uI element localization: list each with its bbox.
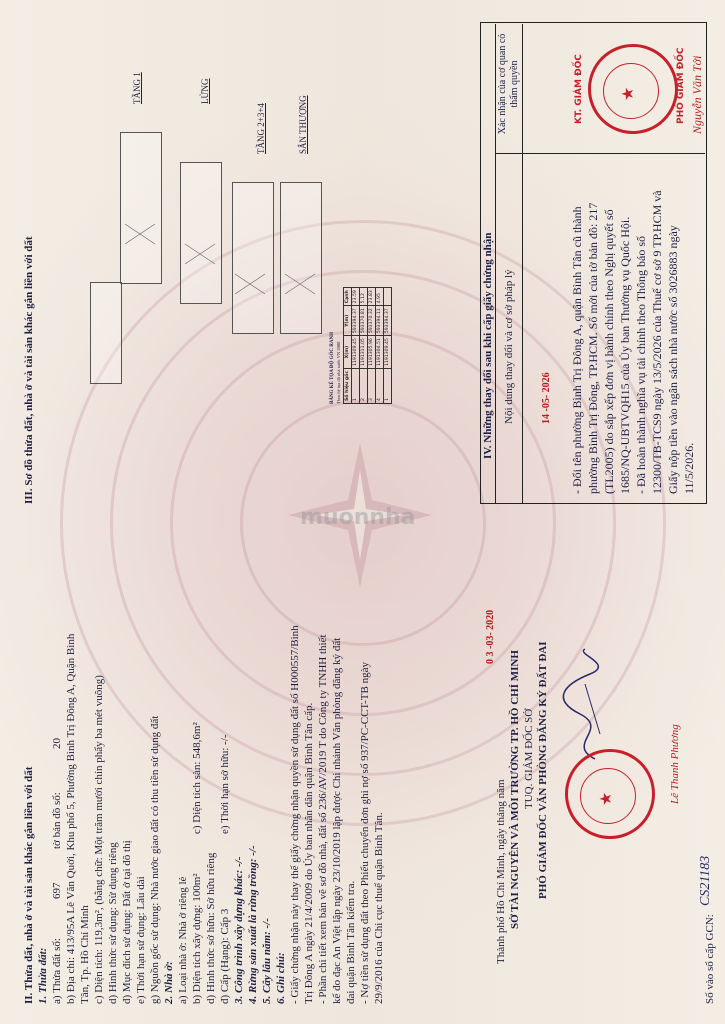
area: c) Diện tích: 119,3m², (bằng chữ: Một trăm mười chín phẩy ba mét vuông) bbox=[93, 675, 105, 1004]
coord-cell: 1 bbox=[384, 368, 392, 403]
change-line: Giấy nộp tiền vào ngân sách nhà nước số 3026883 ngày bbox=[666, 225, 680, 494]
coord-cell: 1191309.45 bbox=[352, 336, 360, 369]
change-date: 14 -05- 2026 bbox=[541, 372, 552, 424]
table-row bbox=[352, 288, 360, 404]
seal-star-icon: ★ bbox=[596, 791, 615, 806]
coord-cell: 5.12 bbox=[360, 288, 368, 306]
coord-cell: 593370.32 bbox=[368, 306, 376, 336]
perennial-trees: 5. Cây lâu năm: -/- bbox=[261, 918, 273, 1004]
sign-role-1: TUQ. GIÁM ĐỐC SỞ bbox=[523, 708, 535, 809]
coord-cell: 1191304.51 bbox=[376, 336, 384, 369]
signature-icon bbox=[555, 644, 615, 764]
house-grade: đ) Cấp (Hạng): Cấp 3 bbox=[219, 908, 231, 1004]
note-line: Trị Đông A ngày 21/4/2009 do Ủy ban nhân dân quận Bình Tân cấp. bbox=[303, 702, 315, 1004]
table-row bbox=[360, 288, 368, 404]
parcel-number-label: a) Thửa đất số: bbox=[51, 938, 63, 1004]
notes-heading: 6. Ghi chú: bbox=[275, 952, 287, 1004]
note-line: đai quận Bình Tân kiểm tra. bbox=[345, 880, 357, 1004]
land-heading: 1. Thửa đất: bbox=[37, 947, 49, 1004]
coord-col-header: Y(m) bbox=[344, 306, 352, 336]
coord-table-title: BẢNG KÊ TỌA ĐỘ GÓC RANH bbox=[330, 332, 335, 404]
seal-star-icon: ★ bbox=[618, 86, 637, 101]
table-row bbox=[384, 288, 392, 404]
production-forest: 4. Rừng sản xuất là rừng trồng: -/- bbox=[247, 845, 259, 1004]
use-purpose: đ) Mục đích sử dụng: Đất ở tại đô thị bbox=[121, 840, 133, 1004]
coord-cell: 1191311.05 bbox=[360, 336, 368, 369]
coord-cell: 1191305.96 bbox=[368, 336, 376, 369]
change-line: phường Bình Trị Đông, TP.HCM. Số mới của tờ bản đồ: 217 bbox=[586, 202, 600, 494]
mezzanine-label: LỬNG bbox=[200, 78, 210, 104]
section-3-title: III. Sơ đồ thửa đất, nhà ở và tài sản khác gắn liền với đất bbox=[23, 236, 35, 504]
floor-area: c) Diện tích sàn: 548,6m² bbox=[191, 722, 203, 834]
other-construction: 3. Công trình xây dựng khác: -/- bbox=[233, 856, 245, 1004]
changes-table-divider bbox=[522, 24, 523, 504]
sign-org: SỞ TÀI NGUYÊN VÀ MÔI TRƯỜNG TP. HỒ CHÍ MINH bbox=[509, 650, 521, 929]
coord-col-header: Số hiệu góc bbox=[344, 368, 352, 403]
use-origin: g) Nguồn gốc sử dụng: Nhà nước giao đất có thu tiền sử dụng đất bbox=[149, 715, 161, 1004]
note-line: 29/9/2016 của Chi cục thuế quận Bình Tân. bbox=[373, 812, 385, 1004]
coord-table bbox=[343, 287, 392, 404]
note-line: - Nợ tiền sử dụng đất theo Phiếu chuyển đơn ghi nợ số 937/PC-CCT-TB ngày bbox=[359, 662, 371, 1004]
change-signer: Nguyễn Văn Tới bbox=[690, 55, 704, 134]
table-row bbox=[376, 288, 384, 404]
note-line: - Giấy chứng nhận này thay thế giấy chứng nhận quyền sử dụng đất số H000557/Bình bbox=[289, 625, 301, 1004]
address-line-2: Tân, Tp. Hồ Chí Minh bbox=[79, 905, 91, 1004]
change-line: 11/5/2026. bbox=[682, 442, 696, 494]
change-line: - Đã hoàn thành nghĩa vụ tài chính theo Thông báo số bbox=[634, 235, 648, 494]
sign-role-2: PHÓ GIÁM ĐỐC VĂN PHÒNG ĐĂNG KÝ ĐẤT ĐAI bbox=[537, 641, 549, 899]
sign-place-date: Thành phố Hồ Chí Minh, ngày tháng năm bbox=[495, 779, 507, 964]
coord-cell: 1191309.45 bbox=[384, 336, 392, 369]
change-line: (TL2005) do sắp xếp đơn vị hành chính theo Nghị quyết số bbox=[602, 209, 616, 494]
coord-cell: 2 bbox=[360, 368, 368, 403]
changes-table-divider bbox=[495, 24, 496, 504]
change-line: 12300/TB-TCS9 ngày 13/5/2026 của Thuế cơ sở 9 TP.HCM và bbox=[650, 190, 664, 494]
serial-number: CS21183 bbox=[698, 855, 713, 906]
coord-cell: 593394.37 bbox=[352, 306, 360, 336]
address-line-1: b) Địa chỉ: 413/95A Lê Văn Quới, Khu phố 5, Phường Bình Trị Đông A, Quận Bình bbox=[65, 633, 77, 1004]
change-line: - Đổi tên phường Bình Trị Đông A, quận Bình Tân cũ thành bbox=[570, 206, 584, 494]
coord-cell: 1 bbox=[352, 368, 360, 403]
changes-col-confirm: Xác nhận của cơ quan có thẩm quyền bbox=[497, 33, 520, 135]
use-form: d) Hình thức sử dụng: Sử dụng riêng bbox=[107, 842, 119, 1004]
table-row bbox=[368, 288, 376, 404]
coord-col-header: Cạnh bbox=[344, 288, 352, 306]
floor-234-label: TẦNG 2+3+4 bbox=[256, 103, 266, 154]
site-plan bbox=[90, 282, 122, 384]
parcel-number: 697 bbox=[51, 882, 63, 899]
stamp-role: KT. GIÁM ĐỐC bbox=[574, 54, 584, 124]
map-sheet-label: tờ bản đồ số: bbox=[51, 792, 63, 849]
floor-1-label: TẦNG 1 bbox=[132, 72, 142, 104]
stamp-role-2: PHÓ GIÁM ĐỐC bbox=[676, 47, 686, 124]
coord-table-subtitle: Theo hệ tọa độ nhà nước VN 2000 bbox=[336, 341, 341, 404]
serial-label: Số vào sổ cấp GCN: bbox=[704, 914, 716, 1004]
house-heading: 2. Nhà ở: bbox=[163, 961, 175, 1004]
coord-cell: 4 bbox=[376, 368, 384, 403]
coord-cell: 4.95 bbox=[376, 288, 384, 306]
changes-table-divider bbox=[495, 153, 705, 154]
watermark-text: muonnha bbox=[300, 505, 416, 530]
coord-cell: 23.59 bbox=[352, 288, 360, 306]
house-type: a) Loại nhà ở: Nhà ở riêng lẻ bbox=[177, 876, 189, 1004]
map-sheet-number: 20 bbox=[51, 738, 63, 749]
section-4-title: IV. Những thay đổi sau khi cấp giấy chứng nhận bbox=[482, 232, 494, 459]
building-area: b) Diện tích xây dựng: 100m² bbox=[191, 873, 203, 1004]
sign-date: 0 3 -03- 2020 bbox=[485, 609, 496, 664]
coord-cell: 593394.11 bbox=[376, 306, 384, 336]
changes-col-content: Nội dung thay đổi và cơ sở pháp lý bbox=[503, 269, 515, 424]
use-term: e) Thời hạn sử dụng: Lâu dài bbox=[135, 876, 147, 1004]
section-2-title: II. Thửa đất, nhà ở và tài sản khác gắn liền với đất bbox=[23, 766, 35, 1004]
coord-cell: 3 bbox=[368, 368, 376, 403]
roof-label: SÂN THƯỢNG bbox=[298, 95, 308, 154]
coord-cell: 23.83 bbox=[368, 288, 376, 306]
ownership-term: e) Thời hạn sở hữu: -/- bbox=[219, 734, 231, 834]
change-line: 1685/NQ-UBTVQH15 của Ủy ban Thường vụ Quốc Hội. bbox=[618, 216, 632, 494]
coord-col-header: X(m) bbox=[344, 336, 352, 369]
plan-hatch-icon bbox=[120, 134, 320, 334]
coord-cell bbox=[384, 288, 392, 306]
note-line: kế đo đạc An Việt lập ngày 23/10/2019 lập được Chi nhánh Văn phòng đăng ký đất bbox=[331, 637, 343, 1004]
coord-cell: 593370.81 bbox=[360, 306, 368, 336]
signer-name: Lê Thanh Phương bbox=[669, 724, 681, 804]
note-line: - Phần chi tiết xem bản vẽ sơ đồ nhà, đất số 236/AV/2019 T do Công ty TNHH thiết bbox=[317, 634, 329, 1004]
ownership-form: d) Hình thức sở hữu: Sở hữu riêng bbox=[205, 852, 217, 1004]
coord-cell: 593394.37 bbox=[384, 306, 392, 336]
